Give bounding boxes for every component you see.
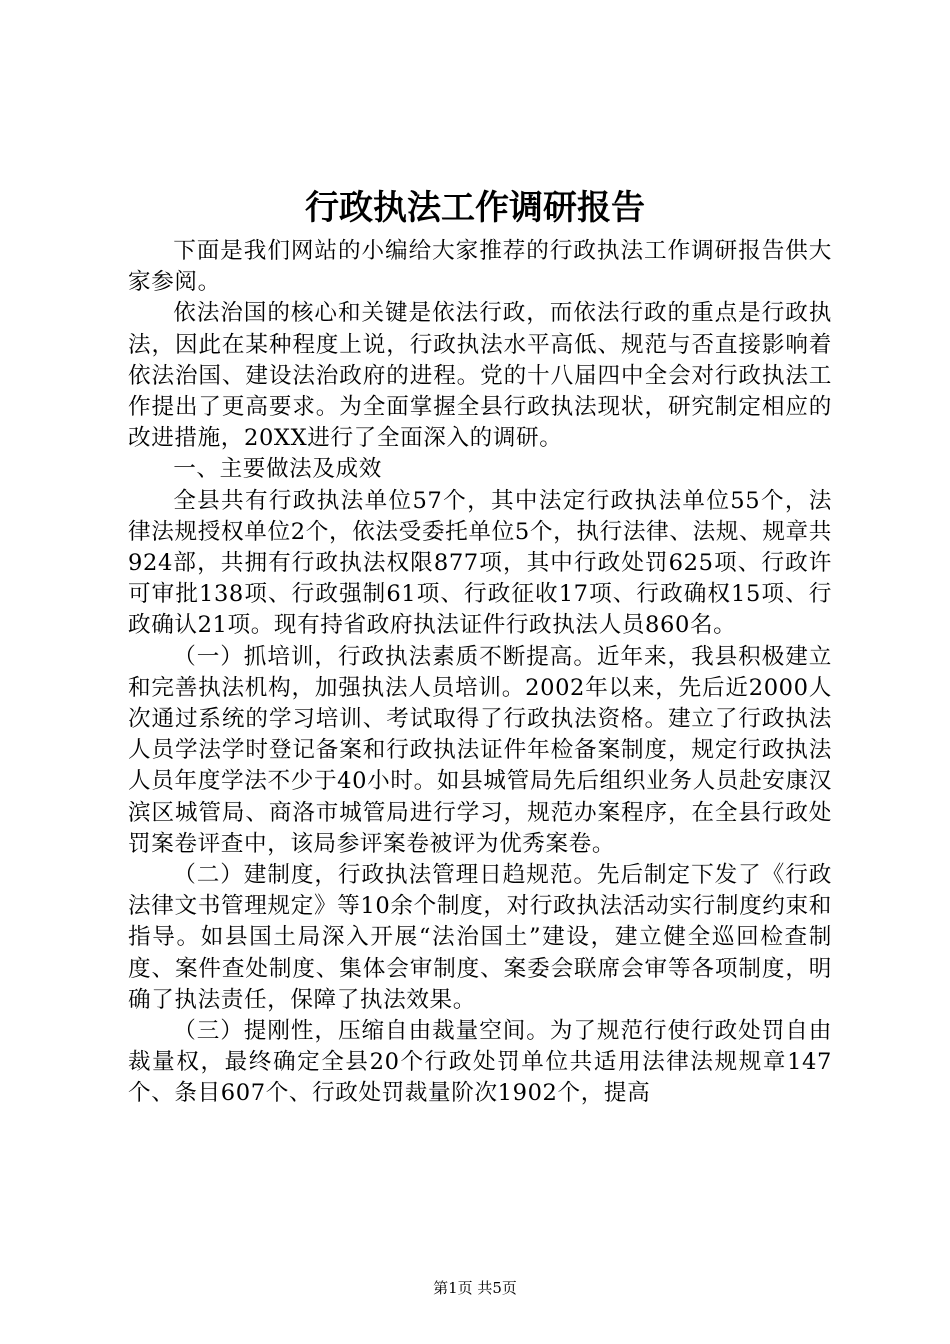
document-title: 行政执法工作调研报告 bbox=[305, 188, 645, 228]
page-number-footer: 第1页 共5页 bbox=[433, 1279, 517, 1297]
paragraph-discretion: （三）提刚性，压缩自由裁量空间。为了规范行使行政处罚自由裁量权，最终确定全县20个行政处罚单位共适用法律法规规章147个、条目607个、行政处罚裁量阶次1902个，提高 bbox=[128, 1018, 832, 1107]
paragraph-intro: 下面是我们网站的小编给大家推荐的行政执法工作调研报告供大家参阅。 bbox=[128, 238, 832, 296]
paragraph-overview: 全县共有行政执法单位57个，其中法定行政执法单位55个，法律法规授权单位2个，依法受委托单位5个，执行法律、法规、规章共924部，共拥有行政执法权限877项，其中行政处罚625项、行政许可审批138项、行政强制61项、行政征收17项、行政确权15项、行政确认21项。现有持省政府执法证件行政执法人员860名。 bbox=[128, 487, 832, 639]
paragraph-background: 依法治国的核心和关键是依法行政，而依法行政的重点是行政执法，因此在某种程度上说，行政执法水平高低、规范与否直接影响着依法治国、建设法治政府的进程。党的十八届四中全会对行政执法工作提出了更高要求。为全面掌握全县行政执法现状，研究制定相应的改进措施，20XX进行了全面深入的调研。 bbox=[128, 300, 832, 452]
section-heading: 一、主要做法及成效 bbox=[173, 456, 382, 483]
document-body bbox=[128, 236, 832, 1110]
paragraph-training: （一）抓培训，行政执法素质不断提高。近年来，我县积极建立和完善执法机构，加强执法人员培训。2002年以来，先后近2000人次通过系统的学习培训、考试取得了行政执法资格。建立了行政执法人员学法学时登记备案和行政执法证件年检备案制度，规定行政执法人员年度学法不少于40小时。如县城管局先后组织业务人员赴安康汉滨区城管局、商洛市城管局进行学习，规范办案程序，在全县行政处罚案卷评查中，该局参评案卷被评为优秀案卷。 bbox=[128, 643, 832, 857]
paragraph-regulations: （二）建制度，行政执法管理日趋规范。先后制定下发了《行政法律文书管理规定》等10余个制度，对行政执法活动实行制度约束和指导。如县国土局深入开展“法治国土”建设，建立健全巡回检查制度、案件查处制度、集体会审制度、案委会联席会审等各项制度，明确了执法责任，保障了执法效果。 bbox=[128, 862, 832, 1013]
